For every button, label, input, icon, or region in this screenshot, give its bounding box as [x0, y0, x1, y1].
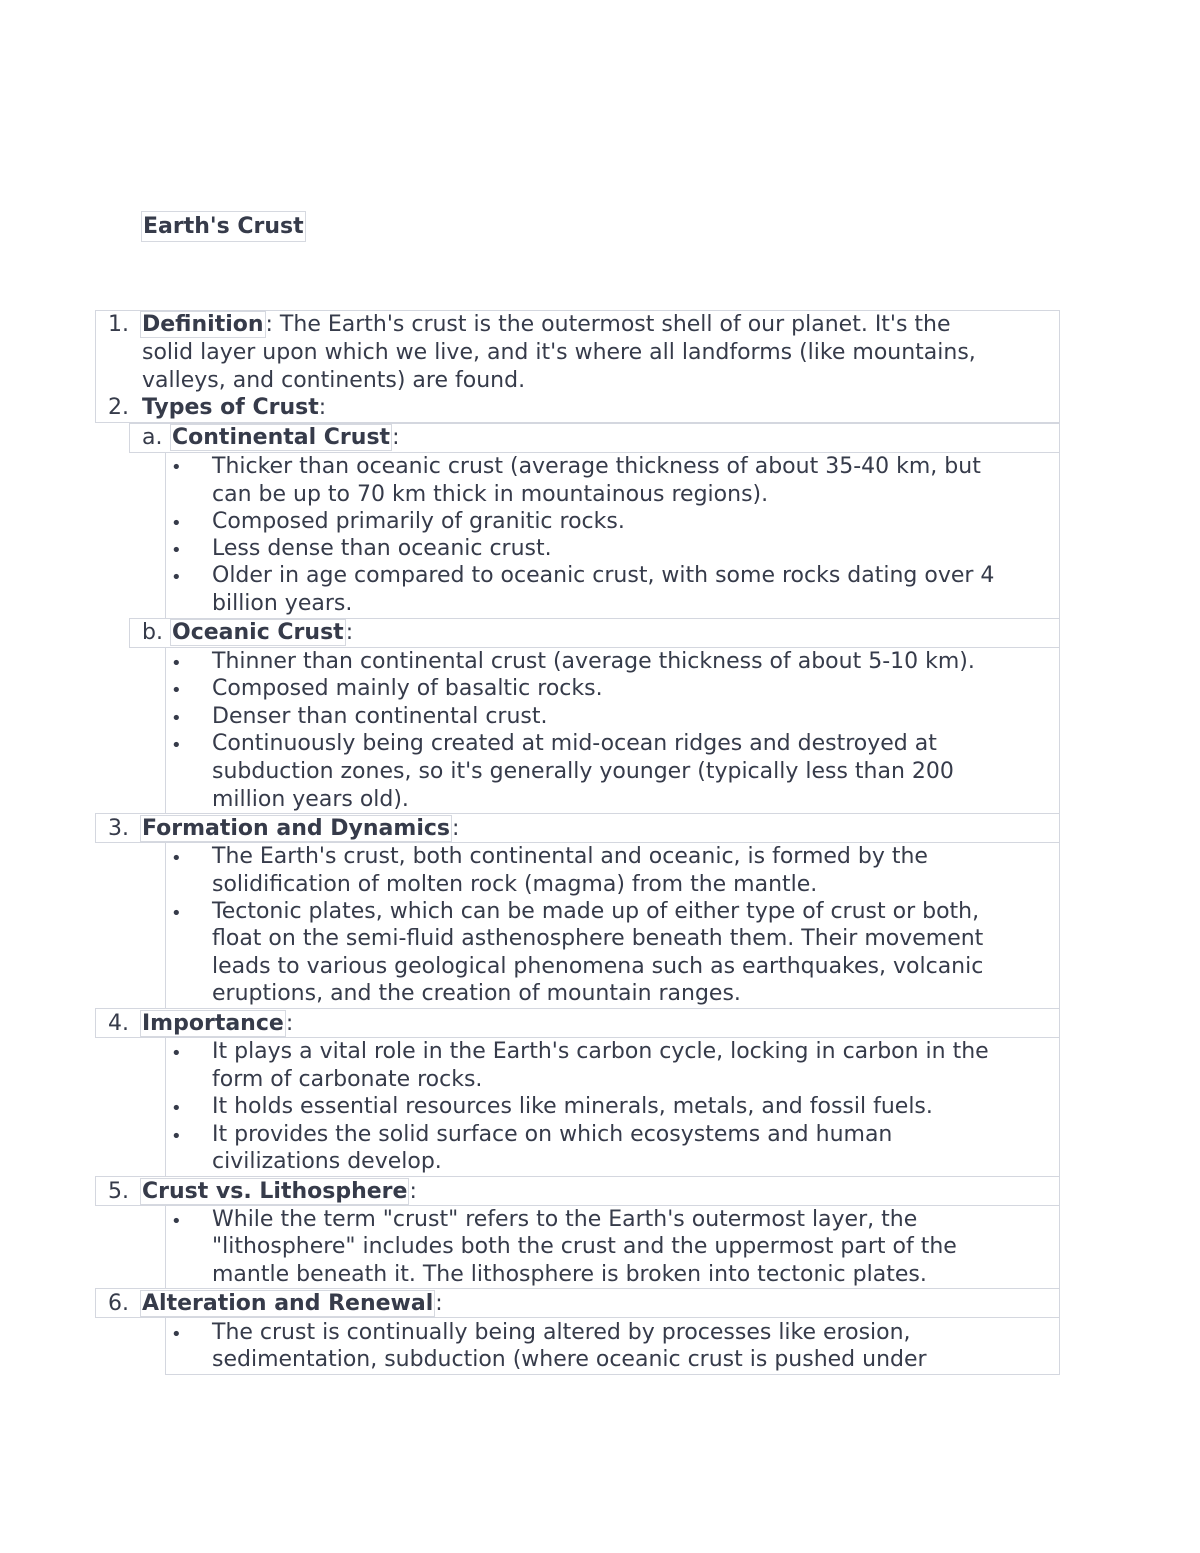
bullet-text: form of carbonate rocks. — [212, 1067, 483, 1092]
section-3-heading-line — [142, 815, 459, 843]
section-4-number: 4. — [108, 1011, 129, 1036]
section-2-number: 2. — [108, 395, 129, 420]
subsection-b-heading-line — [172, 619, 353, 647]
bullet-marker: • — [171, 708, 182, 729]
bullet-text: mantle beneath it. The lithosphere is broken into tectonic plates. — [212, 1262, 927, 1287]
bullet-marker: • — [171, 735, 182, 756]
bullet-marker: • — [171, 1211, 182, 1232]
bullet-marker: • — [171, 903, 182, 924]
section-5-heading: Crust vs. Lithosphere — [142, 1179, 408, 1204]
section-5-number: 5. — [108, 1179, 129, 1204]
bullet-text: Older in age compared to oceanic crust, with some rocks dating over 4 — [212, 563, 995, 588]
bullet-text: Thicker than oceanic crust (average thickness of about 35-40 km, but — [212, 454, 981, 479]
section-2-heading: Types of Crust — [142, 395, 319, 420]
bullet-marker: • — [171, 1098, 182, 1119]
section-1-text-line: : The Earth's crust is the outermost shell of our planet. It's the — [265, 312, 951, 337]
bullet-marker: • — [171, 567, 182, 588]
bullet-text: subduction zones, so it's generally younger (typically less than 200 — [212, 759, 954, 784]
section-5-heading-line — [142, 1178, 417, 1206]
bullet-text: Less dense than oceanic crust. — [212, 536, 552, 561]
section-4-heading-line — [142, 1010, 293, 1038]
section-4-heading: Importance — [142, 1011, 284, 1036]
section-3-number: 3. — [108, 816, 129, 841]
bullet-marker: • — [171, 513, 182, 534]
bullet-text: The crust is continually being altered by processes like erosion, — [212, 1320, 911, 1345]
colon: : — [409, 1179, 417, 1204]
bullet-text: leads to various geological phenomena such as earthquakes, volcanic — [212, 954, 984, 979]
bullet-text: Composed mainly of basaltic rocks. — [212, 676, 603, 701]
section-2-heading-line — [142, 394, 326, 422]
bullet-text: Continuously being created at mid-ocean ridges and destroyed at — [212, 731, 937, 756]
bullet-text: million years old). — [212, 787, 409, 812]
bullet-marker: • — [171, 653, 182, 674]
subsection-b-letter: b. — [142, 620, 163, 645]
colon: : — [285, 1011, 294, 1036]
subsection-a-heading-line — [172, 424, 399, 452]
subsection-a-letter: a. — [142, 425, 163, 450]
bullet-text: civilizations develop. — [212, 1149, 442, 1174]
bullet-text: Thinner than continental crust (average thickness of about 5-10 km). — [212, 649, 975, 674]
section-1-number: 1. — [108, 312, 129, 337]
subsection-b-heading: Oceanic Crust — [172, 620, 344, 645]
colon: : — [452, 816, 460, 841]
bullet-marker: • — [171, 1043, 182, 1064]
colon: : — [392, 425, 400, 450]
bullet-text: "lithosphere" includes both the crust and the uppermost part of the — [212, 1234, 957, 1259]
bullet-text: can be up to 70 km thick in mountainous regions). — [212, 482, 769, 507]
section-3-heading: Formation and Dynamics — [142, 816, 450, 841]
bullet-text: solidification of molten rock (magma) from the mantle. — [212, 872, 818, 897]
bullet-marker: • — [171, 540, 182, 561]
bullet-text: It plays a vital role in the Earth's carbon cycle, locking in carbon in the — [212, 1039, 989, 1064]
colon: : — [345, 620, 354, 645]
bullet-text: It holds essential resources like minerals, metals, and fossil fuels. — [212, 1094, 933, 1119]
bullet-marker: • — [171, 457, 182, 478]
subsection-a-heading: Continental Crust — [172, 425, 391, 450]
document-title: Earth's Crust — [141, 211, 306, 242]
bullet-text: While the term "crust" refers to the Earth's outermost layer, the — [212, 1207, 918, 1232]
bullet-text: sedimentation, subduction (where oceanic crust is pushed under — [212, 1347, 927, 1372]
bullet-text: Tectonic plates, which can be made up of either type of crust or both, — [212, 899, 980, 924]
bullet-text: The Earth's crust, both continental and oceanic, is formed by the — [212, 844, 928, 869]
section-6-heading-line — [142, 1290, 443, 1318]
section-1-first-line — [142, 311, 951, 339]
colon: : — [318, 395, 327, 420]
bullet-text: It provides the solid surface on which ecosystems and human — [212, 1122, 893, 1147]
section-1-heading: Definition — [142, 312, 264, 337]
section-6-heading: Alteration and Renewal — [142, 1291, 434, 1316]
colon: : — [435, 1291, 443, 1316]
bullet-marker: • — [171, 1324, 182, 1345]
bullet-text: Composed primarily of granitic rocks. — [212, 509, 625, 534]
section-1-text-line: solid layer upon which we live, and it's where all landforms (like mountains, — [142, 340, 976, 365]
bullet-marker: • — [171, 848, 182, 869]
section-6-number: 6. — [108, 1291, 129, 1316]
bullet-text: billion years. — [212, 591, 353, 616]
bullet-marker: • — [171, 680, 182, 701]
bullet-text: float on the semi-fluid asthenosphere beneath them. Their movement — [212, 926, 984, 951]
section-1-text-line: valleys, and continents) are found. — [142, 368, 526, 393]
bullet-text: Denser than continental crust. — [212, 704, 548, 729]
bullet-marker: • — [171, 1126, 182, 1147]
bullet-text: eruptions, and the creation of mountain ranges. — [212, 981, 741, 1006]
